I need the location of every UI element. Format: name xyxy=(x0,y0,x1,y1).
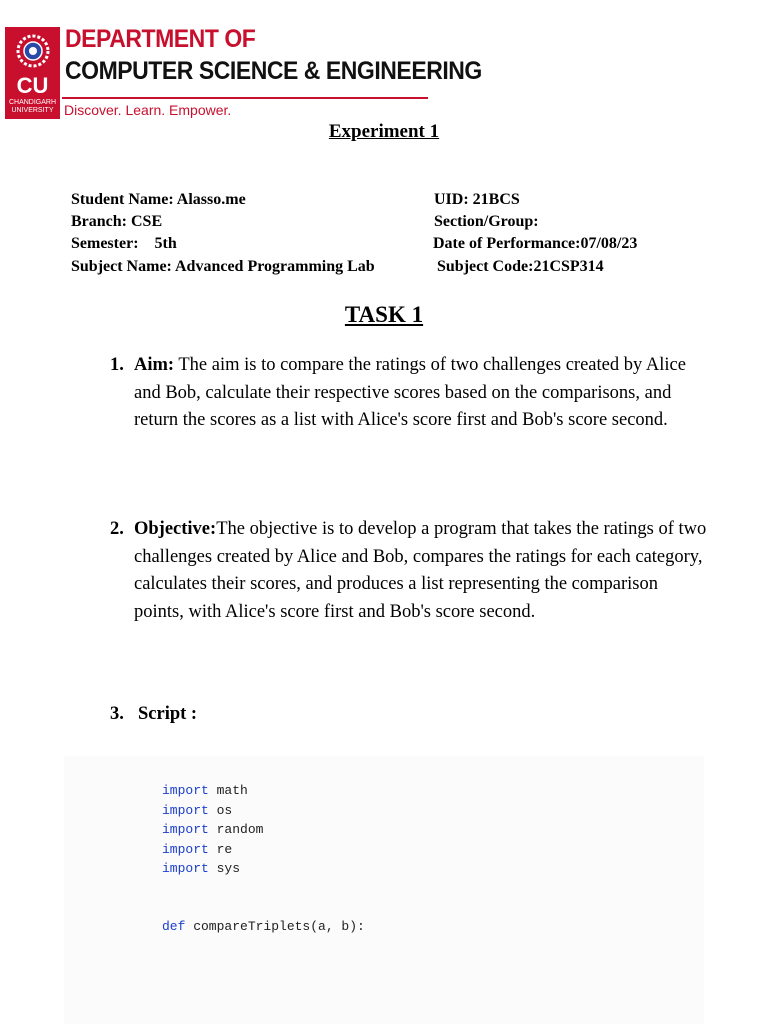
code-block xyxy=(64,756,704,1024)
script-heading: Script : xyxy=(138,704,198,724)
department-title-line1: DEPARTMENT OF xyxy=(65,25,256,53)
code-text: sys xyxy=(208,861,241,876)
script-section xyxy=(110,701,710,729)
objective-section xyxy=(110,516,710,626)
experiment-title: Experiment 1 xyxy=(328,121,440,142)
student-uid: UID: 21BCS xyxy=(434,191,520,208)
subject-name: Subject Name: Advanced Programming Lab xyxy=(71,258,375,275)
objective-heading: Objective: xyxy=(134,519,217,539)
subject-code: Subject Code:21CSP314 xyxy=(437,258,604,275)
code-line xyxy=(162,783,248,798)
logo-text: CU xyxy=(16,73,49,98)
logo-subtext: CHANDIGARH UNIVERSITY xyxy=(8,99,57,114)
aim-heading: Aim: xyxy=(134,355,175,375)
code-line xyxy=(162,919,365,934)
code-text: random xyxy=(208,822,264,837)
list-number: 2. xyxy=(110,519,124,539)
semester: Semester: 5th xyxy=(71,235,177,252)
code-line xyxy=(162,861,240,876)
code-keyword: import xyxy=(162,783,209,798)
aim-section xyxy=(110,352,710,435)
code-text: compareTriplets(a, b): xyxy=(185,919,365,934)
code-keyword: import xyxy=(162,842,209,857)
code-text: re xyxy=(208,842,233,857)
code-text: os xyxy=(208,803,233,818)
task-title: TASK 1 xyxy=(344,302,424,327)
date-of-performance: Date of Performance:07/08/23 xyxy=(433,235,638,252)
code-keyword: import xyxy=(162,861,209,876)
university-seal-icon xyxy=(16,33,50,69)
code-keyword: import xyxy=(162,803,209,818)
aim-text: The aim is to compare the ratings of two challenges created by Alice and Bob, calculate their respective scores based on the comparisons, and return the scores as a list with Alice's score first and Bob's score second. xyxy=(134,355,686,430)
list-number: 1. xyxy=(110,355,124,375)
code-keyword: def xyxy=(162,919,186,934)
code-text: math xyxy=(208,783,248,798)
section-group: Section/Group: xyxy=(434,213,539,230)
branch: Branch: CSE xyxy=(71,213,163,230)
department-title-line2: COMPUTER SCIENCE & ENGINEERING xyxy=(65,57,482,85)
list-number: 3. xyxy=(110,704,124,724)
tagline: Discover. Learn. Empower. xyxy=(64,102,232,118)
code-keyword: import xyxy=(162,822,209,837)
code-line xyxy=(162,822,263,837)
university-logo xyxy=(5,27,60,119)
student-name: Student Name: Alasso.me xyxy=(71,191,246,208)
code-line xyxy=(162,803,232,818)
objective-text: The objective is to develop a program that takes the ratings of two challenges created by Alice and Bob, compares the ratings for each category, calculates their scores, and produces a list representing the comparison points, with Alice's score first and Bob's score second. xyxy=(134,519,707,622)
header-divider xyxy=(62,97,428,99)
code-line xyxy=(162,842,232,857)
